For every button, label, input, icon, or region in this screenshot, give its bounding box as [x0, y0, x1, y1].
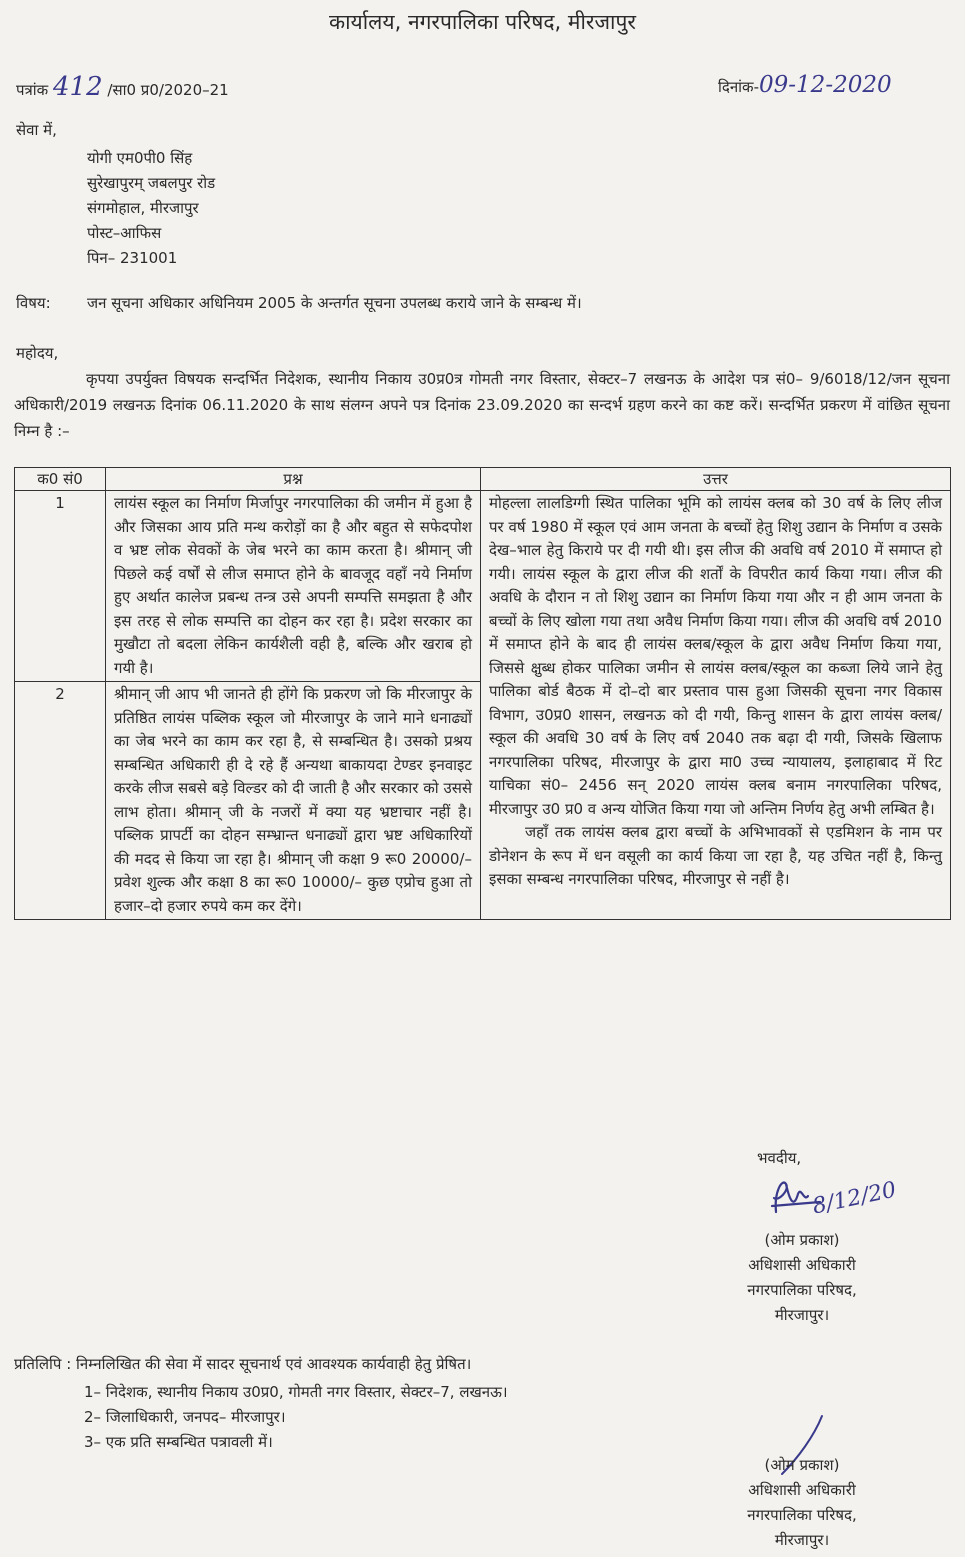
col-header-answer: उत्तर	[481, 468, 951, 491]
copy-label: प्रतिलिपि :	[14, 1355, 72, 1373]
date-label: दिनांक	[718, 78, 754, 96]
signatory-designation: अधिशासी अधिकारी	[748, 1256, 856, 1274]
signatory-office: नगरपालिका परिषद,	[747, 1506, 857, 1524]
ref-suffix: /सा0 प्र0/2020–21	[107, 81, 229, 99]
greeting: महोदय,	[16, 344, 59, 362]
row-number: 2	[15, 682, 106, 920]
reference-line	[16, 72, 229, 102]
list-item: 3– एक प्रति सम्बन्धित पत्रावली में।	[84, 1433, 273, 1451]
question-cell: लायंस स्कूल का निर्माण मिर्जापुर नगरपालिका की जमीन में हुआ है और जिसका आय प्रति मन्थ करोड़ों का है और बहुत से सफेदपोश व भ्रष्ट लोक सेवकों के जेब भरने का काम करता है। श्रीमान् जी पिछले कई वर्षों से लीज समाप्त होने के बावजूद वहाँ नये निर्माण हुए अर्थात कालेज प्रबन्ध तन्त्र उसे अपनी सम्पत्ति समझता है और इस तरह से लोक सम्पत्ति का दोहन कर रहा है। प्रदेश सरकार का मुखौटा तो बदला लेकिन कार्यशैली वही है, बल्कि और खराब हो गयी है।	[106, 491, 481, 682]
answer-paragraph-1: मोहल्ला लालडिग्गी स्थित पालिका भूमि को लायंस क्लब को 30 वर्ष के लिए लीज पर वर्ष 1980 में स्कूल एवं आम जनता के बच्चों हेतु शिशु उद्यान के निर्माण व उसके देख–भाल हेतु किराये पर दी गयी थी। इस लीज की अवधि वर्ष 2010 में समाप्त हो गयी। लायंस स्कूल के द्वारा लीज की शर्तों के विपरीत कार्य किया गया। लीज की अवधि के दौरान न तो शिशु उद्यान का निर्माण किया गया और न ही आम जनता के बच्चों के लिए खोला गया तथा अवैध निर्माण किया गया। लीज की अवधि वर्ष 2010 में समाप्त होने के बाद ही लायंस क्लब/स्कूल के द्वारा अवैध निर्माण किया गया, जिससे क्षुब्ध होकर पालिका जमीन से लायंस क्लब/स्कूल का कब्जा लिये जाने हेतु पालिका बोर्ड बैठक में दो–दो बार प्रस्ताव पास हुआ जिसकी सूचना नगर विकास विभाग, उ0प्र0 शासन, लखनऊ को दी गयी, किन्तु शासन के द्वारा लायंस क्लब/स्कूल की अवधि 30 वर्ष के लिए वर्ष 2040 तक बढ़ा दी गयी, जिसके खिलाफ नगरपालिका परिषद, मीरजापुर के द्वारा मा0 उच्च न्यायालय, इलाहाबाद में रिट याचिका सं0– 2456 सन् 2020 लायंस क्लब बनाम नगरपालिका परिषद, मीरजापुर उ0 प्र0 व अन्य योजित किया गया जो अन्तिम निर्णय हेतु अभी लम्बित है।	[489, 494, 942, 818]
ref-number: 412	[53, 72, 103, 102]
copy-list	[84, 1380, 508, 1455]
date-value: 09-12-2020	[759, 72, 892, 98]
signatory-office: नगरपालिका परिषद,	[747, 1281, 857, 1299]
information-table	[14, 467, 951, 920]
signatory-city: मीरजापुर।	[774, 1306, 830, 1324]
address-line: पोस्ट–आफिस	[87, 224, 162, 242]
closing: भवदीय,	[757, 1149, 802, 1167]
answer-paragraph-2: जहाँ तक लायंस क्लब द्वारा बच्चों के अभिभावकों से एडमिशन के नाम पर डोनेशन के रूप में धन वसूली का कार्य किया जा रहा है, यह उचित नहीं है, किन्तु इसका सम्बन्ध नगरपालिका परिषद, मीरजापुर से नहीं है।	[489, 823, 942, 888]
date-line: दिनांक-09-12-2020	[718, 72, 892, 98]
address-line: संगमोहाल, मीरजापुर	[87, 199, 199, 217]
signatory-name: (ओम प्रकाश)	[764, 1231, 840, 1249]
table-header-row	[15, 468, 951, 491]
table-row	[15, 491, 951, 682]
signatory-name: (ओम प्रकाश)	[764, 1456, 840, 1474]
address-line: पिन– 231001	[87, 249, 178, 267]
question-cell: श्रीमान् जी आप भी जानते ही होंगे कि प्रकरण जो कि मीरजापुर के प्रतिष्ठित लायंस पब्लिक स्कूल जो मीरजापुर के जाने माने धनाढ्यों का जेब भरने का काम कर रहा है, से सम्बन्धित है। उसको प्रश्रय सम्बन्धित अधिकारी ही दे रहे हैं अन्यथा बाकायदा टेण्डर इनवाइट करके लीज सबसे बड़े विल्डर को दी जाती है और सरकार को उससे लाभ होता। श्रीमान् जी के नजरों में क्या यह भ्रष्टाचार नहीं है। पब्लिक प्रापर्टी का दोहन सम्भ्रान्त धनाढ्यों द्वारा भ्रष्ट अधिकारियों की मदद से किया जा रहा है। श्रीमान् जी कक्षा 9 रू0 20000/– प्रवेश शुल्क और कक्षा 8 का रू0 10000/– कुछ एप्रोच हुआ तो हजार–दो हजार रुपये कम कर देंगे।	[106, 682, 481, 920]
signature-date: 8/12/20	[810, 1177, 899, 1220]
body-paragraph: कृपया उपर्युक्त विषयक सन्दर्भित निदेशक, स्थानीय निकाय उ0प्र0त्र गोमती नगर विस्तार, सेक्टर–7 लखनऊ के आदेश पत्र सं0– 9/6018/12/जन सूचना अधिकारी/2019 लखनऊ दिनांक 06.11.2020 के साथ संलग्न अपने पत्र दिनांक 23.09.2020 का सन्दर्भ ग्रहण करने का कष्ट करें। सन्दर्भित प्रकरण में वांछित सूचना निम्न है :–	[14, 370, 950, 440]
copy-intro-text: निम्नलिखित की सेवा में सादर सूचनार्थ एवं आवश्यक कार्यवाही हेतु प्रेषित।	[76, 1355, 472, 1373]
address-line: योगी एम0पी0 सिंह	[87, 149, 193, 167]
row-number: 1	[15, 491, 106, 682]
salutation: सेवा में,	[16, 121, 57, 139]
list-item: 1– निदेशक, स्थानीय निकाय उ0प्र0, गोमती नगर विस्तार, सेक्टर–7, लखनऊ।	[84, 1383, 508, 1401]
col-header-no: क0 सं0	[15, 468, 106, 491]
copy-intro	[14, 1354, 471, 1374]
address-block	[87, 146, 215, 271]
subject-label: विषय:	[16, 294, 51, 312]
office-title: कार्यालय, नगरपालिका परिषद, मीरजापुर	[328, 10, 637, 34]
answer-cell	[481, 491, 951, 920]
subject-text: जन सूचना अधिकार अधिनियम 2005 के अन्तर्गत सूचना उपलब्ध कराये जाने के सम्बन्ध में।	[87, 294, 582, 312]
list-item: 2– जिलाधिकारी, जनपद– मीरजापुर।	[84, 1408, 286, 1426]
ref-label: पत्रांक	[16, 81, 49, 99]
signatory-block	[732, 1228, 872, 1328]
signatory-designation: अधिशासी अधिकारी	[748, 1481, 856, 1499]
col-header-question: प्रश्न	[106, 468, 481, 491]
address-line: सुरेखापुरम् जबलपुर रोड	[87, 174, 216, 192]
signatory-block-2	[732, 1453, 872, 1553]
signatory-city: मीरजापुर।	[774, 1531, 830, 1549]
